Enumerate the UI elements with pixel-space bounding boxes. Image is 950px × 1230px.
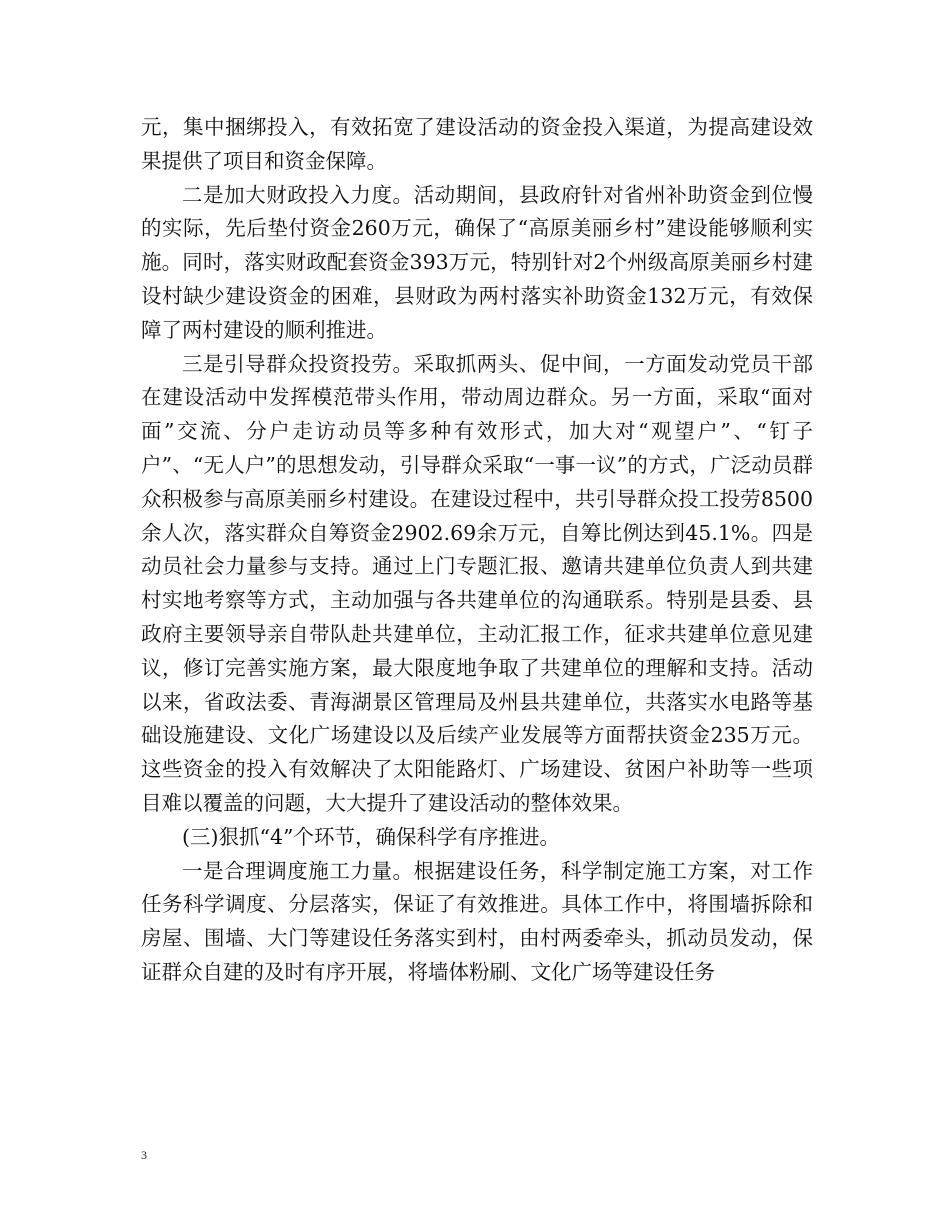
paragraph: 一是合理调度施工力量。根据建设任务，科学制定施工方案，对工作任务科学调度、分层落实，保证了有效推进。具体工作中，将围墙拆除和房屋、围墙、大门等建设任务落实到村，由村两委牵头，抓动员发动，保证群众自建的及时有序开展，将墙体粉刷、文化广场等建设任务: [141, 858, 813, 984]
paragraph: 二是加大财政投入力度。活动期间，县政府针对省州补助资金到位慢的实际，先后垫付资金260万元，确保了“高原美丽乡村”建设能够顺利实施。同时，落实财政配套资金393万元，特别针对2个州级高原美丽乡村建设村缺少建设资金的困难，县财政为两村落实补助资金132万元，有效保障了两村建设的顺利推进。: [141, 182, 813, 342]
paragraph: 三是引导群众投资投劳。采取抓两头、促中间，一方面发动党员干部在建设活动中发挥模范带头作用，带动周边群众。另一方面，采取“面对面”交流、分户走访动员等多种有效形式，加大对“观望户”、“钉子户”、“无人户”的思想发动，引导群众采取“一事一议”的方式，广泛动员群众积极参与高原美丽乡村建设。在建设过程中，共引导群众投工投劳8500余人次，落实群众自筹资金2902.69余万元，自筹比例达到45.1%。四是动员社会力量参与支持。通过上门专题汇报、邀请共建单位负责人到共建村实地考察等方式，主动加强与各共建单位的沟通联系。特别是县委、县政府主要领导亲自带队赴共建单位，主动汇报工作，征求共建单位意见建议，修订完善实施方案，最大限度地争取了共建单位的理解和支持。活动以来，省政法委、青海湖景区管理局及州县共建单位，共落实水电路等基础设施建设、文化广场建设以及后续产业发展等方面帮扶资金235万元。这些资金的投入有效解决了太阳能路灯、广场建设、贫困户补助等一些项目难以覆盖的问题，大大提升了建设活动的整体效果。: [141, 351, 813, 815]
page-number: 3: [141, 1148, 147, 1162]
section-heading: (三)狠抓“4”个环节，确保科学有序推进。: [182, 824, 560, 849]
document-body: [141, 111, 813, 990]
paragraph: 元，集中捆绑投入，有效拓宽了建设活动的资金投入渠道，为提高建设效果提供了项目和资金保障。: [141, 115, 813, 173]
